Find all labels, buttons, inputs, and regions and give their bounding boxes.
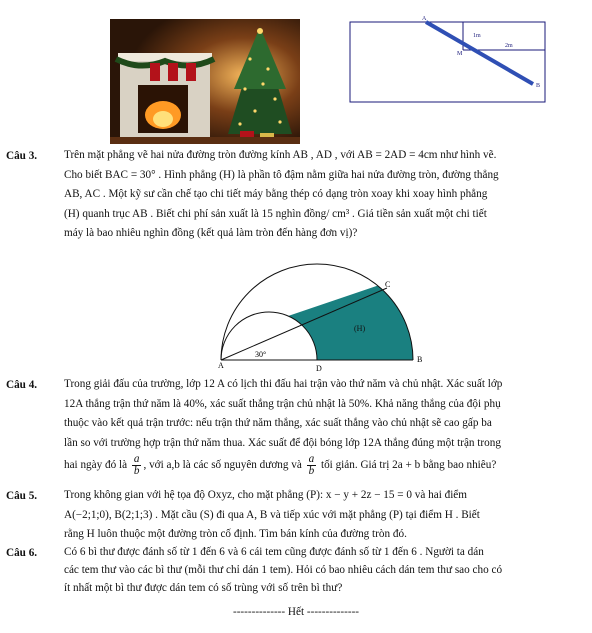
- q4-text: [64, 375, 584, 477]
- label-M: M: [457, 51, 463, 57]
- q4-label: Câu 4.: [6, 379, 38, 391]
- q5-label: Câu 5.: [6, 490, 38, 502]
- label-A: A: [218, 361, 224, 370]
- label-A: A: [422, 16, 427, 22]
- frac-num: a: [133, 452, 140, 465]
- q5-line-1: Trong không gian với hệ tọa độ Oxyz, cho mặt phẳng (P): x − y + 2z − 15 = 0 và hai điểm: [64, 489, 467, 501]
- q4-line-5b: , với a,b là các số nguyên dương và: [143, 459, 302, 471]
- q4-line-1: Trong giải đấu của trường, lớp 12 A có lịch thi đấu hai trận vào thứ năm và chủ nhật. Xác suất lớp: [64, 378, 503, 390]
- ladder-diagram: [348, 14, 558, 114]
- end-marker: -------------- Hết --------------: [232, 606, 360, 618]
- label-2m: 2m: [505, 43, 513, 49]
- q3-label: Câu 3.: [6, 150, 38, 162]
- q4-line-5: [64, 453, 584, 477]
- frac-num-2: a: [308, 452, 315, 465]
- frac-den: b: [133, 464, 140, 477]
- label-C: C: [385, 280, 391, 289]
- q3-line-5: máy là bao nhiêu nghìn đồng (kết quả làm tròn đến hàng đơn vị)?: [64, 227, 358, 239]
- q4-line-3: thuộc vào kết quả trận trước: nếu trận thứ năm thắng, xác suất thắng vào chủ nhật sẽ cao gấp ba: [64, 417, 492, 429]
- label-B: B: [417, 355, 423, 364]
- q4-line-2: 12A thắng trận thứ năm là 40%, xác suất thắng trận chủ nhật là 50%. Khả năng thắng của đội phụ: [64, 397, 501, 410]
- q3-line-1: Trên mặt phẳng vẽ hai nửa đường tròn đường kính AB , AD , với AB = 2AD = 4cm như hình vẽ.: [64, 149, 497, 161]
- semicircle-diagram: [220, 268, 430, 376]
- frac-den-2: b: [308, 464, 315, 477]
- q6-line-2: các tem thư vào các bì thư (mỗi thư chỉ dán 1 tem). Hỏi có bao nhiêu cách dán tem thư sao cho có: [64, 564, 503, 576]
- label-D: D: [316, 364, 322, 373]
- label-1m: 1m: [473, 33, 481, 39]
- angle-label: 30°: [255, 350, 267, 359]
- q4-line-4: lần so với trường hợp trận thứ năm thua. Xác suất để đội bóng lớp 12A thắng đúng một trận trong: [64, 436, 501, 449]
- q6-text: [64, 543, 584, 597]
- q4-line-5a: hai ngày đó là: [64, 459, 128, 471]
- q3-text: [64, 146, 584, 244]
- q5-line-2: A(−2;1;0), B(2;1;3) . Mặt cầu (S) đi qua A, B và tiếp xúc với mặt phẳng (P) tại điểm H . Biết: [64, 508, 480, 521]
- christmas-photo: [110, 19, 300, 144]
- q6-label: Câu 6.: [6, 547, 38, 559]
- q6-line-1: Có 6 bì thư được đánh số từ 1 đến 6 và 6 cái tem cũng được đánh số từ 1 đến 6 . Người ta dán: [64, 546, 484, 558]
- q5-text: [64, 486, 584, 545]
- fraction-a-over-b: [132, 454, 142, 477]
- q3-line-4: (H) quanh trục AB . Biết chi phí sản xuất là 15 nghìn đồng/ cm³ . Giá tiền sản xuất một chi tiết: [64, 207, 487, 220]
- q5-line-3: rằng H luôn thuộc một đường tròn cố định. Tìm bán kính của đường tròn đó.: [64, 528, 407, 540]
- label-H: (H): [354, 324, 366, 333]
- fraction-a-over-b-2: [307, 454, 317, 477]
- q6-line-3: ít nhất một bì thư được dán tem có số trùng với số trên bì thư?: [64, 582, 343, 594]
- q4-line-5c: tối giản. Giá trị 2a + b bằng bao nhiêu?: [320, 459, 497, 471]
- label-B: B: [536, 83, 541, 89]
- q3-line-2: Cho biết BAC = 30° . Hình phẳng (H) là phần tô đậm nằm giữa hai nửa đường tròn, đường thẳng: [64, 168, 499, 181]
- q3-line-3: AB, AC . Một kỹ sư cần chế tạo chi tiết máy bằng thép có dạng tròn xoay khi xoay hình phẳng: [64, 188, 488, 200]
